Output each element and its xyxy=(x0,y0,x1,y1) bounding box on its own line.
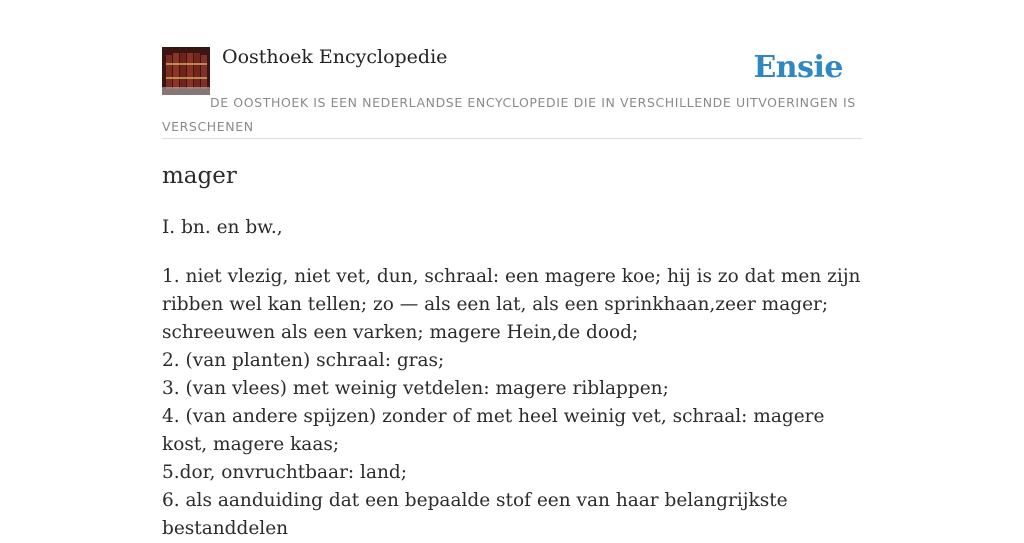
definition-item: 2. (van planten) schraal: gras; xyxy=(162,350,445,371)
site-name[interactable]: Oosthoek Encyclopedie xyxy=(222,46,448,68)
definition-item: 3. (van vlees) met weinig vetdelen: magere riblappen; xyxy=(162,378,669,399)
site-tagline: DE OOSTHOEK IS EEN NEDERLANDSE ENCYCLOPEDIE DIE IN VERSCHILLENDE UITVOERINGEN IS VERSCHENEN xyxy=(162,95,856,134)
definition-item: 4. (van andere spijzen) zonder of met heel weinig vet, schraal: magere kost, magere kaas; xyxy=(162,406,825,455)
definition-item: 1. niet vlezig, niet vet, dun, schraal: een magere koe; hij is zo dat men zijn ribben wel kan tellen; zo — als een lat, als een sprinkhaan,zeer mager; schreeuwen als een varken; magere Hein,de dood; xyxy=(162,266,861,343)
page-container xyxy=(162,0,862,539)
definition-list xyxy=(162,263,862,543)
definition-item: 6. als aanduiding dat een bepaalde stof een van haar belangrijkste bestanddelen xyxy=(162,490,788,539)
definition-item: 5.dor, onvruchtbaar: land; xyxy=(162,462,407,483)
word-type: I. bn. en bw., xyxy=(162,217,283,238)
page-title: mager xyxy=(162,163,237,189)
encyclopedia-books-icon[interactable] xyxy=(162,47,210,95)
site-header xyxy=(162,0,862,139)
brand-logo-text[interactable]: Ensie xyxy=(753,50,843,85)
